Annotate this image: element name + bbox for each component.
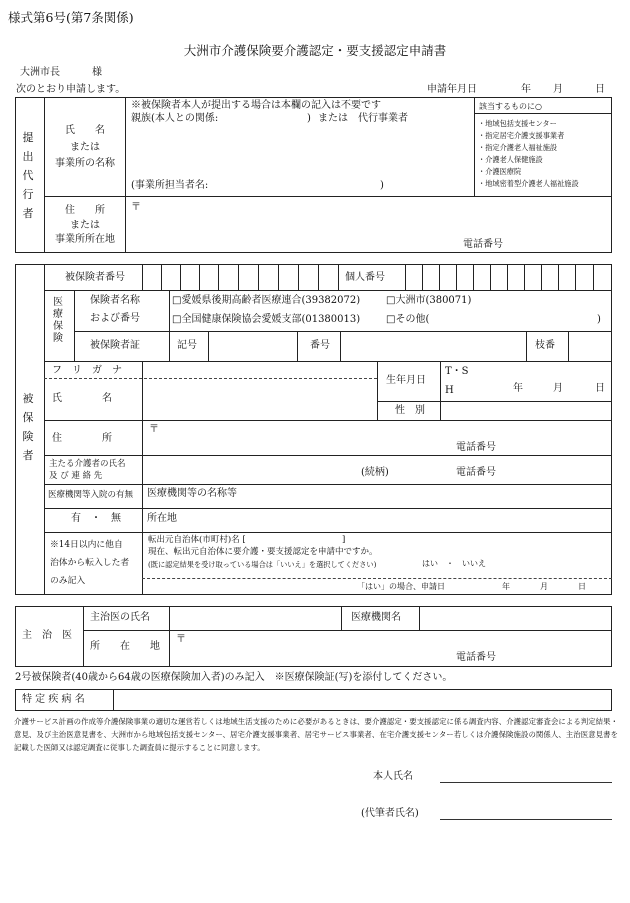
relation-label: 親族(本人との関係: — [131, 113, 219, 124]
proxy-facility-address-label: 事業所所在地 — [55, 234, 115, 245]
caregiver-input[interactable] — [143, 456, 353, 483]
hospitalization-label: 医療機関等入院の有無 — [48, 490, 134, 500]
transfer-day: 日 — [578, 582, 586, 591]
transfer-question: 現在、転出元自治体に要介護・要支援認定を申請中ですか。 — [148, 547, 378, 557]
insurer-number-label: および番号 — [90, 313, 140, 324]
birth-era-ts[interactable]: T・S — [445, 366, 469, 377]
mayor-label: 大洲市長 — [20, 67, 60, 78]
physician-side-label: 主 治 医 — [22, 630, 72, 641]
page-title: 大洲市介護保険要介護認定・要支援認定申請書 — [183, 43, 447, 58]
transfer-note-1: ※14日以内に他自 — [50, 540, 123, 550]
proxy-phone-label: 電話番号 — [463, 239, 503, 250]
hospitalization-yes-no[interactable]: 有 ・ 無 — [71, 513, 121, 524]
insured-address-input[interactable] — [162, 422, 602, 440]
option-medical-care[interactable]: ・介護医療院 — [478, 167, 522, 176]
form-number: 様式第6号(第7条関係) — [8, 10, 134, 25]
insurer-option-kyokai[interactable]: □全国健康保険協会愛媛支部(01380013) — [172, 314, 361, 325]
sex-label: 性 別 — [395, 405, 425, 416]
signature-line[interactable] — [440, 782, 612, 783]
birth-date-label: 生年月日 — [386, 375, 426, 386]
transfer-note-2: 治体から転入した者 — [50, 558, 130, 568]
transfer-yes-no[interactable]: はい ・ いいえ — [422, 559, 486, 568]
birth-year: 年 — [513, 383, 523, 394]
relation-close: ) — [307, 113, 311, 124]
date-day: 日 — [595, 84, 605, 95]
specific-disease-label: 特 定 疾 病 名 — [22, 694, 85, 705]
insurance-card-label: 被保険者証 — [90, 340, 140, 351]
proxy-address-label: 住 所 — [65, 205, 105, 216]
furigana-input[interactable] — [143, 362, 376, 377]
card-symbol-input[interactable] — [209, 332, 297, 360]
insured-phone-label: 電話番号 — [456, 442, 496, 453]
insured-number-label: 被保険者番号 — [65, 272, 125, 283]
signature-label: 本人氏名 — [373, 771, 413, 782]
insured-postal-mark: 〒 — [149, 424, 159, 435]
relationship-label: (続柄) — [361, 467, 389, 478]
birth-day: 日 — [595, 383, 605, 394]
transfer-yes-date-label: 「はい」の場合、申請日 — [357, 582, 445, 591]
date-month: 月 — [553, 84, 563, 95]
category2-note: 2号被保険者(40歳から64歳の医療保険加入者)のみ記入 ※医療保険証(写)を添付してください。 — [15, 672, 453, 683]
transfer-year: 年 — [502, 582, 510, 591]
transfer-note-3: のみ記入 — [50, 576, 86, 586]
insurer-option-ehime-koki[interactable]: □愛媛県後期高齢者医療連合(39382072) — [172, 295, 361, 306]
hospital-name-label: 医療機関等の名称等 — [147, 488, 237, 499]
furigana-label: フ リ ガ ナ — [52, 365, 122, 376]
postal-mark: 〒 — [131, 202, 141, 213]
transfer-question-note: (既に認定結果を受け取っている場合は「いいえ」を選択してください) — [148, 560, 377, 569]
physician-name-input[interactable] — [170, 607, 340, 629]
card-branch-label: 枝番 — [535, 340, 555, 351]
insurer-option-other[interactable]: □その他( — [386, 314, 430, 325]
proxy-address-or: または — [70, 220, 100, 231]
birth-era-h[interactable]: H — [445, 385, 454, 396]
option-care-support[interactable]: ・指定居宅介護支援事業者 — [478, 131, 565, 140]
caregiver-phone-label: 電話番号 — [456, 467, 496, 478]
insured-side-label: 被保険者 — [22, 392, 34, 462]
option-welfare-facility[interactable]: ・指定介護老人福祉施設 — [478, 143, 558, 152]
medical-facility-input[interactable] — [420, 607, 611, 629]
proxy-notice: ※被保険者本人が提出する場合は本欄の記入は不要です — [131, 100, 381, 111]
insured-address-label: 住 所 — [52, 433, 112, 444]
caregiver-contact-label: 及 び 連 絡 先 — [49, 471, 103, 481]
medical-insurance-label: 医療保険 — [53, 297, 63, 344]
physician-name-label: 主治医の氏名 — [90, 612, 150, 623]
intro-text: 次のとおり申請します。 — [16, 84, 126, 95]
transfer-origin-input[interactable] — [270, 534, 340, 546]
insurer-other-close: ) — [597, 314, 601, 325]
specific-disease-input[interactable] — [115, 691, 610, 709]
hospital-location-label: 所在地 — [147, 513, 177, 524]
physician-address-input[interactable] — [190, 632, 605, 650]
proxy-facility-name-label: 事業所の名称 — [55, 158, 115, 169]
proxy-name-or: または — [70, 142, 100, 153]
contact-person-close: ) — [380, 180, 384, 191]
physician-address-label: 所 在 地 — [90, 641, 160, 652]
personal-number-label: 個人番号 — [345, 272, 385, 283]
card-branch-input[interactable] — [569, 332, 611, 360]
or-agent-label: または 代行事業者 — [318, 113, 408, 124]
contact-person-label: (事業所担当者名: — [131, 180, 209, 191]
physician-postal-mark: 〒 — [176, 634, 186, 645]
proxy-address-input[interactable] — [145, 202, 605, 232]
birth-month: 月 — [553, 383, 563, 394]
transfer-origin-label: 転出元自治体(市町村)名 [ — [148, 535, 246, 545]
insured-name-input[interactable] — [143, 380, 376, 419]
card-number-label: 番号 — [310, 340, 330, 351]
insured-name-label: 氏 名 — [52, 393, 112, 404]
applicable-label: 該当するものに○ — [479, 102, 542, 111]
honorific: 様 — [92, 67, 102, 78]
option-community-center[interactable]: ・地域包括支援センター — [478, 119, 557, 128]
proxy-name-input[interactable] — [131, 127, 467, 177]
card-symbol-label: 記号 — [177, 340, 197, 351]
proxy-signature-line[interactable] — [440, 819, 612, 820]
caregiver-name-label: 主たる介護者の氏名 — [49, 459, 126, 469]
insurer-name-label: 保険者名称 — [90, 295, 140, 306]
application-date-label: 申請年月日 — [427, 84, 477, 95]
proxy-name-label: 氏 名 — [65, 125, 105, 136]
medical-facility-label: 医療機関名 — [351, 612, 401, 623]
physician-phone-label: 電話番号 — [456, 652, 496, 663]
transfer-month: 月 — [540, 582, 548, 591]
insurer-option-ozu[interactable]: □大洲市(380071) — [386, 295, 472, 306]
card-number-input[interactable] — [341, 332, 526, 360]
hospital-location-input[interactable] — [200, 510, 605, 530]
option-health-facility[interactable]: ・介護老人保健施設 — [478, 155, 543, 164]
insured-number-input[interactable] — [143, 265, 337, 289]
proxy-signature-label: (代筆者氏名) — [361, 808, 419, 819]
sex-input[interactable] — [441, 402, 611, 419]
personal-number-input[interactable] — [406, 265, 611, 289]
transfer-origin-close: ] — [342, 535, 346, 545]
consent-statement: 介護サービス計画の作成等介護保険事業の適切な運営若しくは地域生活支援のために必要があるときは、要介護認定・要支援認定に係る調査内容、介護認定審査会による判定結果・意見、及び主治医意見書を、大洲市から地域包括支援センター、居宅介護支援事業者、居宅サービス事業者、在宅介護支援センター若しくは介護保険施設の関係人、主治医意見書を記載した医師又は認定調査に従事した調査員に提示することに同意します。 — [14, 717, 618, 752]
proxy-side-label: 提出代行者 — [22, 131, 34, 220]
date-year: 年 — [521, 84, 531, 95]
option-community-welfare[interactable]: ・地域密着型介護老人福祉施設 — [478, 179, 579, 188]
